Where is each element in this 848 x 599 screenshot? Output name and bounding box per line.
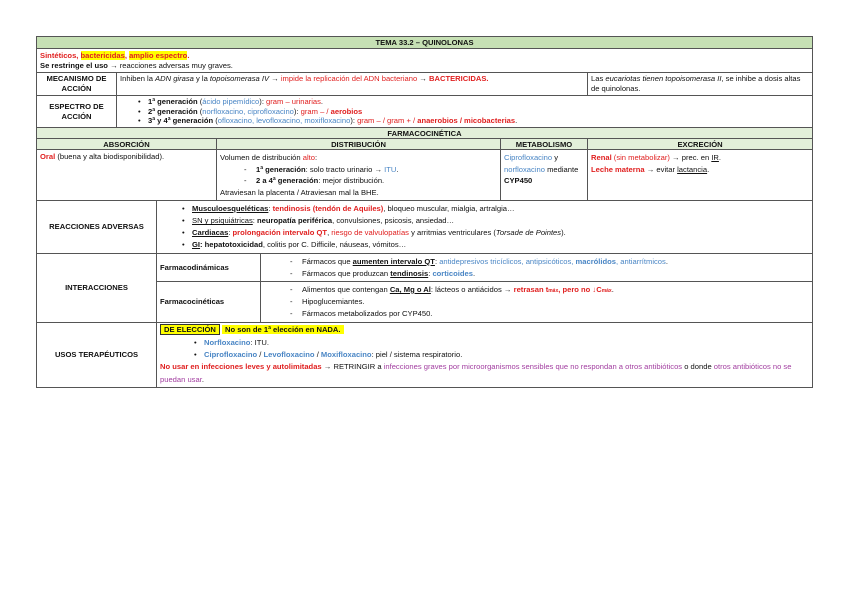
kin1-pero: , pero no ↓C — [558, 284, 602, 294]
gen2-aerobios: aerobios — [330, 106, 363, 116]
exc-sin-metabolizar: (sin metabolizar) — [611, 152, 670, 162]
r3-comma: , — [327, 228, 332, 238]
gen3-close: ): — [350, 116, 358, 126]
n1-otros: otros antibióticos no se puedan usar — [160, 362, 792, 384]
usos-cell — [157, 322, 813, 387]
met-mediante: mediante — [544, 164, 579, 174]
dyn1-antiarritmicos: , antiarrítmicos — [616, 256, 666, 266]
kin1-retrasan: retrasan t — [513, 284, 549, 294]
gen3-spectrum: gram – / gram + / — [357, 116, 418, 126]
reacciones-label: REACCIONES ADVERSAS — [37, 201, 157, 254]
gen2-paren: ( — [197, 106, 203, 116]
kin-cyp: - Fármacos metabolizados por CYP450. — [288, 308, 809, 320]
u2-sep1: / — [257, 350, 264, 360]
n1-infecciones: infecciones graves por microorganismos sensibles que no respondan a otros antibióticos — [383, 362, 683, 372]
n1-o-donde: o donde — [682, 362, 714, 372]
intro-bactericidas: bactericidas — [80, 50, 125, 60]
r3-valvulopatias: riesgo de valvulopatías — [331, 228, 409, 238]
gen1-label: 1ª generación — [148, 97, 198, 107]
gen1-close: ): — [259, 97, 267, 107]
n1-restringir: → RETRINGIR a — [321, 362, 384, 372]
r4-rest: , colitis por C. Difficile, náuseas, vómitos… — [262, 240, 407, 250]
mec-t3: y la — [193, 74, 210, 84]
kin-alimentos — [288, 284, 809, 296]
gen1-paren: ( — [197, 97, 203, 107]
met-cyp: CYP450 — [504, 176, 533, 186]
espectro-label: ESPECTRO DE ACCIÓN — [37, 95, 117, 127]
kin1-a: Alimentos que contengan — [302, 284, 390, 294]
r4-label: GI — [192, 240, 201, 250]
exc-renal: Renal (sin metabolizar) → prec. en IR. — [591, 152, 722, 162]
usos-label: USOS TERAPÉUTICOS — [37, 322, 157, 387]
dyn1-macrolidos: macrólidos — [575, 256, 617, 266]
col-absorcion: ABSORCIÓN — [37, 139, 217, 150]
dyn1-colon: : — [434, 256, 440, 266]
mec-arrow-2: → — [417, 74, 430, 84]
met-norflox: norfloxacino — [504, 164, 545, 174]
exc-renal-label: Renal — [591, 152, 612, 162]
absorcion-cell — [37, 150, 217, 201]
reaccion-musculo — [178, 203, 809, 215]
dyn2-colon: : — [428, 268, 433, 278]
usos-inner — [157, 323, 812, 387]
r4-hepatotox: : hepatotoxicidad — [200, 240, 263, 250]
dist-volumen: Volumen de distribución alto: — [220, 152, 318, 162]
r3-label: Cardiacas — [192, 228, 229, 238]
dyn1-qt: aumenten intervalo QT — [352, 256, 435, 266]
intro-row — [37, 49, 813, 60]
intro-restringe-reason: → reacciones adversas muy graves. — [107, 60, 233, 70]
dist-gen2-label: 2 a 4ª generación — [256, 176, 319, 186]
kin1-ions: Ca, Mg o Al — [389, 284, 431, 294]
dyn2-corticoides: corticoides — [432, 268, 473, 278]
dist-placenta: Atraviesan la placenta / Atraviesan mal la BHE. — [220, 188, 379, 198]
gen2-spectrum: gram – / — [300, 106, 331, 116]
dist-volumen-text: Volumen de distribución — [220, 152, 303, 162]
gen2-close: ): — [293, 106, 301, 116]
r3-close: ). — [561, 228, 566, 238]
quinolonas-table — [36, 36, 813, 388]
exc-ir: IR — [711, 152, 719, 162]
u2-levo: Levofloxacino — [263, 350, 315, 360]
mecanismo-label: MECANISMO DE ACCIÓN — [37, 72, 117, 95]
mec-adn-girasa: ADN girasa — [155, 74, 194, 84]
r1-rest: , bloqueo muscular, mialgia, artralgia… — [383, 203, 515, 213]
intro-comma: , — [124, 50, 130, 60]
kin-hipoglucemiantes: - Hipoglucemiantes. — [288, 296, 809, 308]
dyn2-a: Fármacos que produzcan — [302, 268, 391, 278]
kin1-cmax-sub: máx — [601, 287, 612, 294]
gen3-anaerobios: anaerobios / micobacterias — [417, 116, 516, 126]
col-distribucion: DISTRIBUCIÓN — [217, 139, 501, 150]
dist-gen2 — [242, 175, 497, 187]
u2-moxi: Moxifloxacino — [320, 350, 372, 360]
gen1-drug: ácido pipemídico — [202, 97, 260, 107]
dist-gen1-itu: ITU — [384, 164, 397, 174]
gen1-period: . — [320, 97, 324, 107]
col-metabolismo: METABOLISMO — [501, 139, 588, 150]
dyn-tendinosis — [288, 268, 809, 280]
col-excrecion: EXCRECIÓN — [588, 139, 813, 150]
r3-torsade: Torsade de Pointes — [495, 228, 562, 238]
mec-note-eucariotas: eucariotas tienen topoisomerasa II — [605, 74, 722, 84]
kin1-max-sub: máx — [548, 287, 559, 294]
r2-neuropatia: neuropatía periférica — [257, 216, 333, 226]
r3-qt: prolongación intervalo QT — [232, 228, 328, 238]
gen1-spectrum: gram – urinarias — [266, 97, 321, 107]
farmacocineticas-label: Farmacocinéticas — [157, 282, 261, 322]
u2-sep2: / — [314, 350, 321, 360]
mec-note-1: Las — [591, 74, 606, 84]
exc-prec: → prec. en — [669, 152, 712, 162]
gen3-paren: ( — [213, 116, 218, 126]
espectro-list — [117, 95, 813, 127]
reaccion-cardiacas — [178, 227, 809, 239]
dyn1-drugs: antidepresivos tricíclicos, antipsicóticos, — [439, 256, 576, 266]
intro-restringe: Se restringe el uso — [40, 60, 108, 70]
kin1-period: . — [611, 284, 614, 294]
mec-bactericidas: BACTERICIDAS. — [429, 74, 489, 84]
gen3-period: . — [515, 116, 518, 126]
gen3-label: 3ª y 4ª generación — [148, 116, 214, 126]
met-y: y — [552, 152, 559, 162]
gen2-label: 2ª generación — [148, 106, 198, 116]
interacciones-label: INTERACCIONES — [37, 254, 157, 323]
u1-drug: Norfloxacino — [204, 338, 251, 348]
mec-topoisomerasa: topoisomerasa IV — [209, 74, 270, 84]
farmacocineticas-list — [261, 282, 813, 322]
n1-no-usar: No usar en infecciones leves y autolimitadas — [160, 362, 322, 372]
excrecion-cell — [588, 150, 813, 201]
uso-otros — [190, 349, 809, 361]
exc-leche: Leche materna → evitar lactancia. — [591, 164, 710, 174]
intro-amplio-espectro: amplio espectro — [129, 50, 188, 60]
reaccion-gi — [178, 239, 809, 251]
exc-lactancia: lactancia — [677, 164, 708, 174]
espectro-gen-2 — [134, 107, 809, 116]
kin1-lacteos: : lácteos o antiácidos → — [430, 284, 514, 294]
dist-alto: alto — [302, 152, 315, 162]
intro-sinteticos: Sintéticos, — [40, 50, 81, 60]
u2-cipro: Ciprofloxacino — [204, 350, 258, 360]
gen2-drugs: norfloxacino, ciprofloxacino — [202, 106, 294, 116]
document-table-wrapper — [36, 36, 812, 388]
r1-tendinosis: tendinosis (tendón de Aquiles) — [272, 203, 384, 213]
page-title: TEMA 33.2 – QUINOLONAS — [37, 37, 813, 49]
usos-list-row — [157, 336, 812, 387]
n1-period: . — [201, 374, 204, 384]
de-eleccion-badge: DE ELECCIÓN — [160, 324, 220, 335]
r1-label: Musculoesqueléticas — [192, 203, 269, 213]
reacciones-list — [157, 201, 813, 254]
u1-itu: : ITU. — [250, 338, 269, 348]
r2-colon: : — [252, 216, 258, 226]
mec-impide: impide la replicación del ADN bacteriano — [280, 74, 418, 84]
dyn1-period: . — [665, 256, 668, 266]
mec-t1: Inhiben la — [120, 74, 156, 84]
gen3-drugs: ofloxacino, levofloxacino, moxifloxacino — [217, 116, 351, 126]
dist-gen2-text: : mejor distribución. — [318, 176, 385, 186]
metabolismo-cell — [501, 150, 588, 201]
r3-arritmias: y arritmias ventriculares ( — [408, 228, 496, 238]
r1-colon: : — [268, 203, 273, 213]
farmacodinamicas-label: Farmacodinámicas — [157, 254, 261, 282]
espectro-gen-1 — [134, 97, 809, 106]
farmacodinamicas-list — [261, 254, 813, 282]
espectro-gen-3 — [134, 116, 809, 125]
r2-rest: , convulsiones, psicosis, ansiedad… — [332, 216, 455, 226]
abs-oral: Oral — [40, 151, 56, 161]
dist-gen1-label: 1ª generación — [256, 164, 306, 174]
exc-leche-label: Leche materna — [591, 164, 645, 174]
reaccion-sn — [178, 215, 809, 227]
mecanismo-text — [117, 72, 588, 95]
dist-gen1-text: : solo tracto urinario → — [305, 164, 385, 174]
dyn-qt — [288, 256, 809, 268]
dist-gen1: - 1ª generación: solo tracto urinario → ITU. — [242, 164, 497, 176]
dyn1-a: Fármacos que — [302, 256, 353, 266]
mec-arrow: → — [269, 74, 281, 84]
dyn2-tendinosis: tendinosis — [390, 268, 429, 278]
no-eleccion-badge: No son de 1ª elección en NADA. — [222, 325, 343, 334]
exc-evitar: → evitar — [644, 164, 678, 174]
usos-no-usar — [160, 361, 809, 385]
mec-note-3: , se inhibe a dosis altas de quinolonas. — [591, 74, 801, 93]
uso-norfloxacino — [190, 337, 809, 349]
u2-rest: : piel / sistema respiratorio. — [371, 350, 463, 360]
intro-period: . — [187, 50, 190, 60]
usos-eleccion-row — [157, 323, 812, 336]
farmaco-header: FARMACOCINÉTICA — [37, 128, 813, 139]
mecanismo-note — [588, 72, 813, 95]
met-cipro: Ciprofloxacino — [504, 152, 553, 162]
intro-row-2 — [37, 60, 813, 72]
distribucion-cell — [217, 150, 501, 201]
abs-text: (buena y alta biodisponibilidad). — [55, 151, 165, 161]
dyn2-period: . — [472, 268, 476, 278]
r2-label: SN y psiquiátricas — [192, 216, 253, 226]
r3-colon: : — [228, 228, 233, 238]
